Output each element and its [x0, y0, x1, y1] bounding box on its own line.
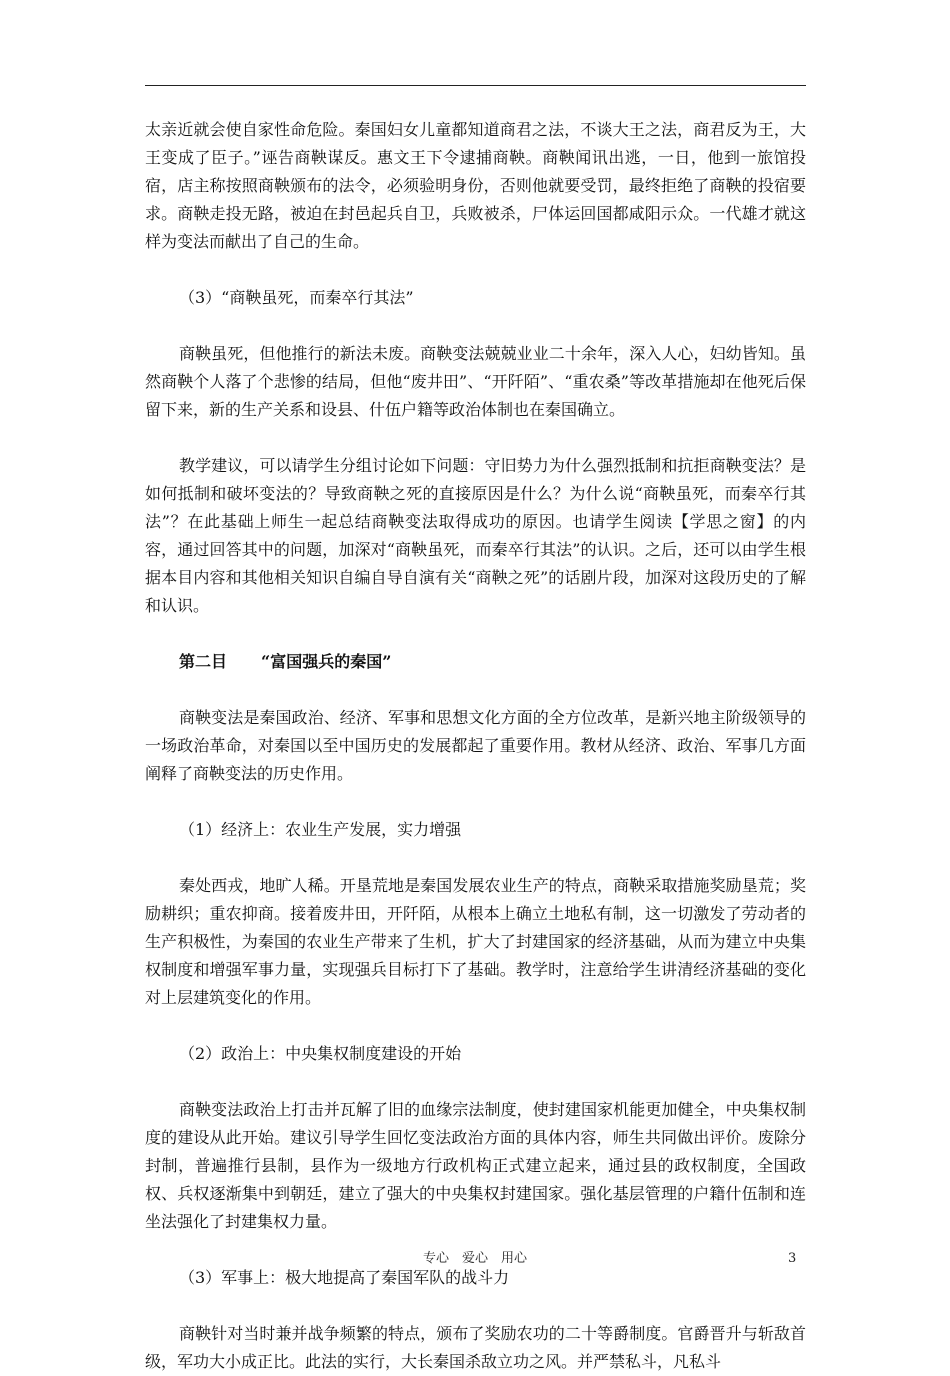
paragraph: 商鞅变法是秦国政治、经济、军事和思想文化方面的全方位改革，是新兴地主阶级领导的一场政治革命，对秦国以至中国历史的发展都起了重要作用。教材从经济、政治、军事几方面阐释了商鞅变法的历史作用。	[145, 708, 806, 783]
subsection-title: （3）“商鞅虽死，而秦卒行其法”	[179, 288, 414, 307]
section-label: 第二目	[179, 652, 228, 671]
section-title: “富国强兵的秦国”	[261, 652, 392, 671]
paragraph: 商鞅变法政治上打击并瓦解了旧的血缘宗法制度，使封建国家机能更加健全，中央集权制度的建设从此开始。建议引导学生回忆变法政治方面的具体内容，师生共同做出评价。废除分封制，普遍推行县制，县作为一级地方行政机构正式建立起来，通过县的政权制度，全国政权、兵权逐渐集中到朝廷，建立了强大的中央集权封建国家。强化基层管理的户籍什伍制和连坐法强化了封建集权力量。	[145, 1100, 806, 1231]
subsection-title: （1）经济上：农业生产发展，实力增强	[179, 820, 462, 839]
section-heading	[145, 648, 806, 676]
page-footer	[0, 1249, 950, 1269]
paragraph: 教学建议，可以请学生分组讨论如下问题：守旧势力为什么强烈抵制和抗拒商鞅变法？是如何抵制和破坏变法的？导致商鞅之死的直接原因是什么？为什么说“商鞅虽死，而秦卒行其法”？在此基础上师生一起总结商鞅变法取得成功的原因。也请学生阅读【学思之窗】的内容，通过回答其中的问题，加深对“商鞅虽死，而秦卒行其法”的认识。之后，还可以由学生根据本目内容和其他相关知识自编自导自演有关“商鞅之死”的话剧片段，加深对这段历史的了解和认识。	[145, 456, 806, 615]
paragraph: 秦处西戎，地旷人稀。开垦荒地是秦国发展农业生产的特点，商鞅采取措施奖励垦荒；奖励耕织；重农抑商。接着废井田，开阡陌，从根本上确立土地私有制，这一切激发了劳动者的生产积极性，为秦国的农业生产带来了生机，扩大了封建国家的经济基础，从而为建立中央集权制度和增强军事力量，实现强兵目标打下了基础。教学时，注意给学生讲清经济基础的变化对上层建筑变化的作用。	[145, 876, 806, 1007]
paragraph: 太亲近就会使自家性命危险。秦国妇女儿童都知道商君之法，不谈大王之法，商君反为王，大王变成了臣子。”诬告商鞅谋反。惠文王下令逮捕商鞅。商鞅闻讯出逃，一日，他到一旅馆投宿，店主称按照商鞅颁布的法令，必须验明身份，否则他就要受罚，最终拒绝了商鞅的投宿要求。商鞅走投无路，被迫在封邑起兵自卫，兵败被杀，尸体运回国都咸阳示众。一代雄才就这样为变法而献出了自己的生命。	[145, 120, 806, 251]
paragraph: 商鞅针对当时兼并战争频繁的特点，颁布了奖励农功的二十等爵制度。官爵晋升与斩敌首级，军功大小成正比。此法的实行，大长秦国杀敌立功之风。并严禁私斗，凡私斗	[145, 1324, 806, 1371]
page-number: 3	[788, 1251, 797, 1266]
header-rule	[145, 85, 806, 86]
subsection-title: （2）政治上：中央集权制度建设的开始	[179, 1044, 462, 1063]
subsection-title: （3）军事上：极大地提高了秦国军队的战斗力	[179, 1268, 510, 1287]
footer-motto: 专心 爱心 用心	[422, 1251, 527, 1266]
paragraph: 商鞅虽死，但他推行的新法未废。商鞅变法兢兢业业二十余年，深入人心，妇幼皆知。虽然商鞅个人落了个悲惨的结局，但他“废井田”、“开阡陌”、“重农桑”等改革措施却在他死后保留下来，新的生产关系和设县、什伍户籍等政治体制也在秦国确立。	[145, 344, 806, 419]
document-body	[145, 116, 806, 1376]
